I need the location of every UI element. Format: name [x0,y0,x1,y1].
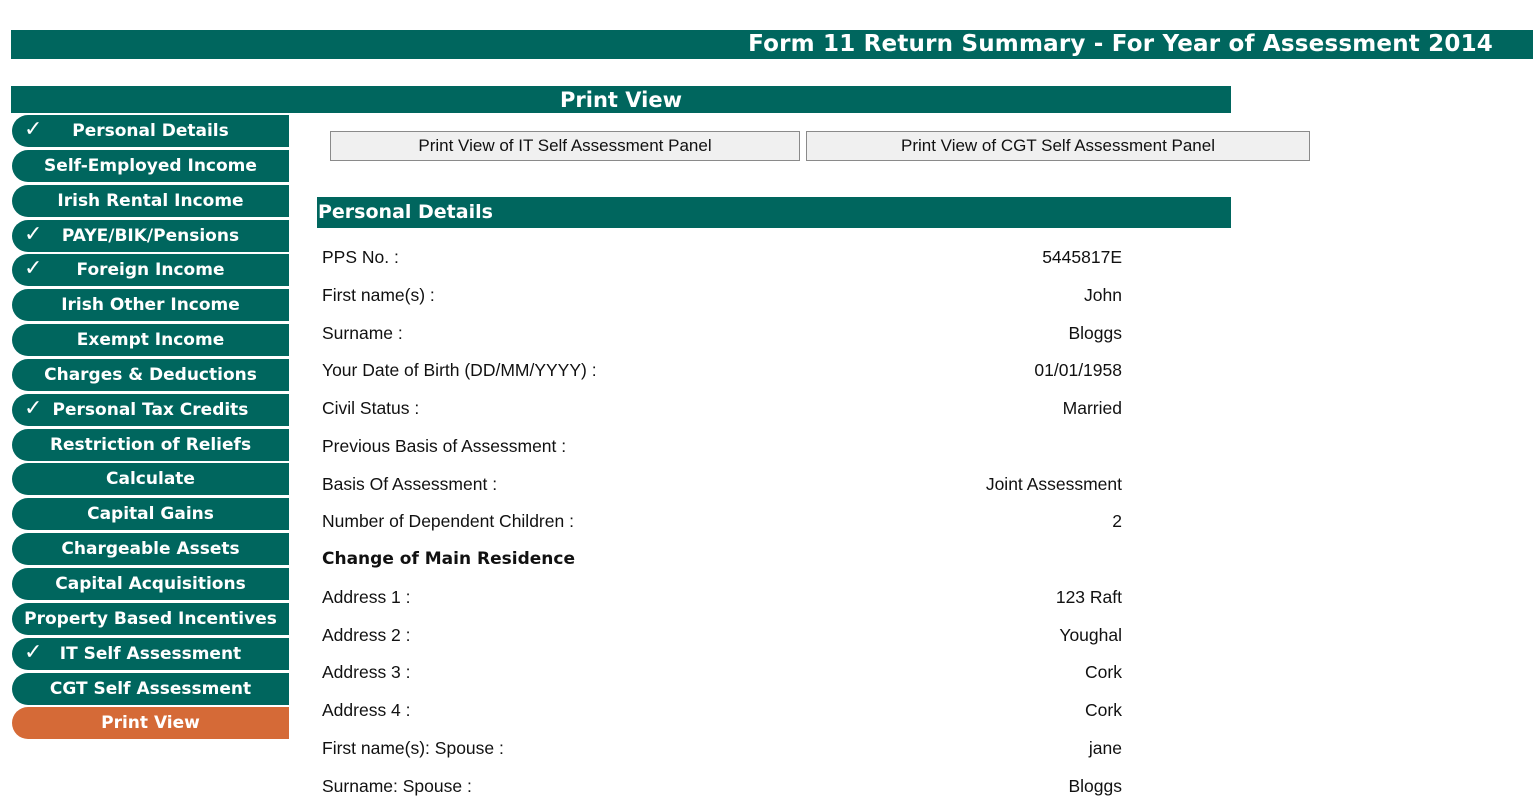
sidebar-item-capital-gains[interactable] [12,498,289,530]
detail-row [322,239,1122,277]
page-title: Form 11 Return Summary - For Year of Assessment 2014 [748,31,1493,57]
sidebar-item-label: Self-Employed Income [44,155,257,176]
checkmark-icon: ✓ [24,639,43,665]
sidebar-item-irish-other-income[interactable] [12,289,289,321]
detail-row [322,428,1122,466]
detail-value: Youghal [1059,624,1122,645]
sidebar-item-label: Personal Details [72,121,229,141]
detail-label: Surname: Spouse : [322,775,472,796]
detail-row [322,390,1122,428]
checkmark-icon: ✓ [24,256,43,282]
sidebar-item-label: Foreign Income [76,260,225,281]
sidebar-item-capital-acquisitions[interactable] [12,568,289,600]
title-bar [11,30,1533,59]
sidebar-item-cgt-self-assessment[interactable] [12,673,289,705]
print-view-header: Print View [11,86,1231,113]
detail-row [322,466,1122,504]
detail-row [322,503,1122,541]
detail-row [322,277,1122,315]
detail-value: 123 Raft [1055,586,1122,607]
sidebar-item-personal-details[interactable] [12,115,289,147]
detail-value: Married [1062,398,1122,418]
sidebar-item-paye-bik-pensions[interactable] [12,220,289,252]
sidebar-item-foreign-income[interactable] [12,254,289,286]
sidebar-item-personal-tax-credits[interactable] [12,394,289,426]
detail-label: PPS No. : [322,247,399,267]
sidebar-item-print-view[interactable] [12,707,289,739]
sidebar-item-calculate[interactable] [12,463,289,495]
detail-row [322,768,1122,806]
detail-label: Address 4 : [322,700,411,720]
detail-label: First name(s): Spouse : [322,737,504,758]
detail-value: Joint Assessment [985,473,1122,494]
sidebar-item-label: Exempt Income [76,330,225,351]
detail-value: Cork [1085,700,1122,720]
detail-label: Address 3 : [322,662,411,683]
personal-details-list [322,239,1122,805]
checkmark-icon: ✓ [24,395,43,421]
detail-row [322,654,1122,692]
detail-value: 01/01/1958 [1034,360,1122,381]
detail-label: Civil Status : [322,398,420,418]
detail-row [322,352,1122,390]
sidebar-item-label: Irish Other Income [61,295,240,316]
sidebar-nav [12,115,289,742]
sidebar-item-irish-rental-income[interactable] [12,185,289,217]
detail-label: Basis Of Assessment : [322,473,498,494]
sidebar-item-label: Property Based Incentives [24,608,277,629]
detail-row [322,692,1122,730]
detail-value: jane [1088,737,1122,758]
section-subheading [322,541,1122,579]
detail-value: Bloggs [1068,322,1122,343]
detail-row [322,579,1122,617]
sidebar-item-property-based-incentives[interactable] [12,603,289,635]
sidebar-item-label: IT Self Assessment [59,643,242,664]
sidebar-item-label: Irish Rental Income [57,190,244,211]
sidebar-item-label: PAYE/BIK/Pensions [61,225,240,246]
sidebar-item-label: Chargeable Assets [61,539,240,560]
sidebar-item-chargeable-assets[interactable] [12,533,289,565]
print-cgt-panel-button[interactable]: Print View of CGT Self Assessment Panel [806,131,1310,161]
detail-label: Address 1 : [322,586,411,607]
section-header: Personal Details [317,197,1231,228]
sidebar-item-label: CGT Self Assessment [49,678,252,699]
detail-label: Address 2 : [322,624,411,645]
sidebar-item-label: Calculate [106,469,195,490]
sidebar-item-label: Capital Gains [87,504,214,525]
sidebar-item-exempt-income[interactable] [12,324,289,356]
detail-label: First name(s) : [322,284,435,305]
detail-value: Bloggs [1068,775,1122,796]
sidebar-item-charges-deductions[interactable] [12,359,289,391]
detail-label: Your Date of Birth (DD/MM/YYYY) : [322,360,597,381]
detail-value: John [1084,284,1122,305]
sidebar-item-label: Charges & Deductions [44,364,257,385]
checkmark-icon: ✓ [24,221,43,247]
sidebar-item-label: Restriction of Reliefs [49,434,252,455]
detail-label: Previous Basis of Assessment : [322,435,567,456]
checkmark-icon: ✓ [24,117,43,142]
sidebar-item-label: Print View [101,713,200,734]
sidebar-item-label: Personal Tax Credits [52,399,249,420]
detail-label: Surname : [322,322,403,343]
sidebar-item-self-employed-income[interactable] [12,150,289,182]
detail-value: 5445817E [1042,247,1122,267]
detail-row [322,315,1122,353]
sidebar-item-label: Capital Acquisitions [55,573,246,594]
detail-row [322,730,1122,768]
detail-label: Number of Dependent Children : [322,511,574,532]
detail-value: Cork [1085,662,1122,683]
detail-label: Change of Main Residence [322,549,575,569]
sidebar-item-restriction-of-reliefs[interactable] [12,429,289,461]
sidebar-item-it-self-assessment[interactable] [12,638,289,670]
detail-value: 2 [1112,511,1122,532]
detail-row [322,617,1122,655]
print-it-panel-button[interactable]: Print View of IT Self Assessment Panel [330,131,800,161]
